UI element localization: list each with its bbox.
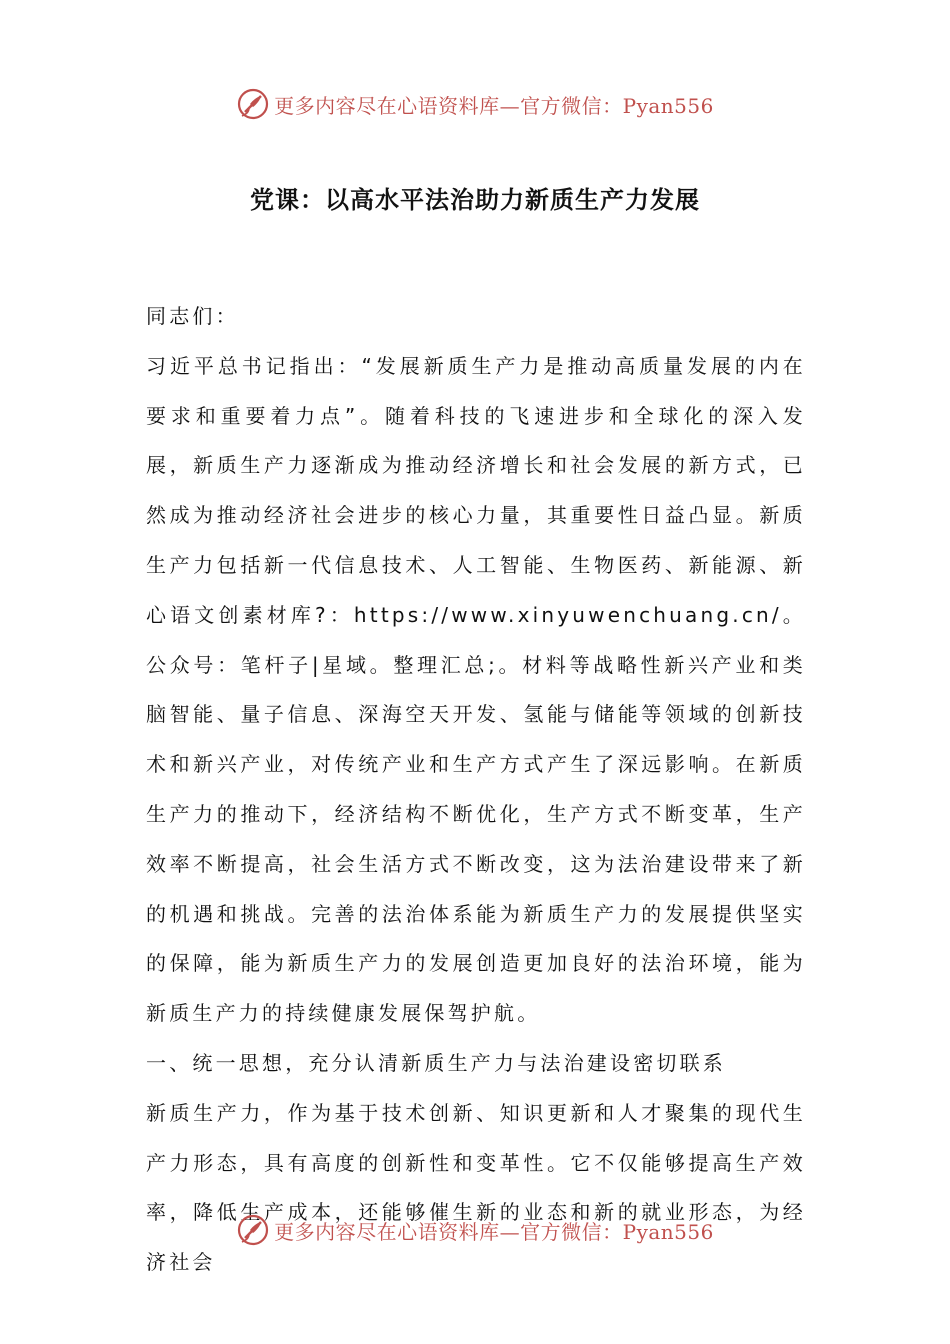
paragraph-section-1: 新质生产力，作为基于技术创新、知识更新和人才聚集的现代生产力形态，具有高度的创新性和变革性。它不仅能够提高生产效率，降低生产成本，还能够催生新的业态和新的就业形态，为经济社会 bbox=[146, 1100, 806, 1275]
footer-banner-text: 更多内容尽在心语资料库—官方微信：Pyan556 bbox=[274, 1219, 714, 1244]
quill-pen-logo-icon bbox=[236, 1213, 270, 1247]
section-heading-1: 一、统一思想，充分认清新质生产力与法治建设密切联系 bbox=[146, 1050, 726, 1075]
quill-pen-logo-icon bbox=[236, 87, 270, 121]
paragraph-salutation: 同志们： bbox=[146, 304, 239, 328]
header-banner bbox=[0, 84, 950, 124]
header-banner-text: 更多内容尽在心语资料库—官方微信：Pyan556 bbox=[274, 93, 714, 118]
paragraph-intro: 习近平总书记指出：“发展新质生产力是推动高质量发展的内在要求和重要着力点”。随着科技的飞速进步和全球化的深入发展，新质生产力逐渐成为推动经济增长和社会发展的新方式，已然成为推动经济社会进步的核心力量，其重要性日益凸显。新质生产力包括新一代信息技术、人工智能、生物医药、新能源、新心语文创素材库?：https://www.xinyuwenchuang.cn/。公众号：笔杆子|星域。整理汇总;。材料等战略性新兴产业和类脑智能、量子信息、深海空天开发、氢能与储能等领域的创新技术和新兴产业，对传统产业和生产方式产生了深远影响。在新质生产力的推动下，经济结构不断优化，生产方式不断变革，生产效率不断提高，社会生活方式不断改变，这为法治建设带来了新的机遇和挑战。完善的法治体系能为新质生产力的发展提供坚实的保障，能为新质生产力的发展创造更加良好的法治环境，能为新质生产力的持续健康发展保驾护航。 bbox=[146, 353, 806, 1026]
footer-banner bbox=[0, 1210, 950, 1250]
document-body bbox=[146, 292, 806, 1288]
document-title: 党课：以高水平法治助力新质生产力发展 bbox=[250, 185, 700, 214]
